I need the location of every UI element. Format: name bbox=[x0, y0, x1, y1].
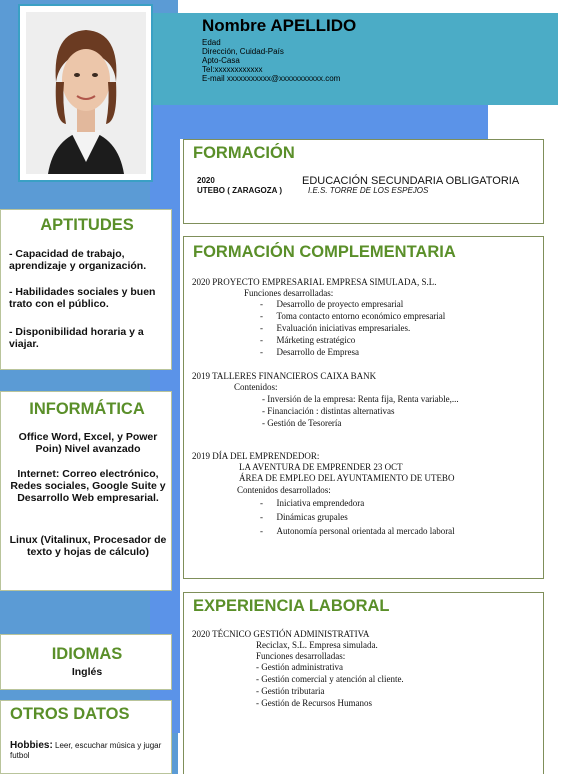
complementaria-title: FORMACIÓN COMPLEMENTARIA bbox=[193, 243, 456, 261]
formacion-section bbox=[183, 139, 544, 224]
course-item-text: Autonomía personal orientada al mercado laboral bbox=[276, 526, 455, 536]
course-item-text: Desarrollo de proyecto empresarial bbox=[276, 299, 404, 309]
course-item: - Autonomía personal orientada al mercado laboral bbox=[260, 526, 455, 536]
course-subheading: Funciones desarrolladas: bbox=[244, 288, 334, 298]
course-heading: 2019 TALLERES FINANCIEROS CAIXA BANK bbox=[192, 371, 377, 381]
aptitude-item: - Habilidades sociales y buen trato con el público. bbox=[9, 286, 156, 310]
course-item-text: Desarrollo de Empresa bbox=[276, 347, 359, 357]
course-item: - Márketing estratégico bbox=[260, 335, 356, 345]
course-item: - Toma contacto entorno económico empresarial bbox=[260, 311, 446, 321]
idiomas-title: IDIOMAS bbox=[51, 645, 123, 663]
course-subheading: ÁREA DE EMPLEO DEL AYUNTAMIENTO DE UTEBO bbox=[239, 473, 455, 483]
header-address: Dirección, Cuidad-País bbox=[202, 47, 284, 56]
course-item: - Dinámicas grupales bbox=[260, 512, 348, 522]
hobbies-label: Hobbies: bbox=[10, 740, 53, 751]
informatica-title: INFORMÁTICA bbox=[29, 400, 145, 418]
job-item: - Gestión tributaria bbox=[256, 686, 325, 696]
course-item-text: Evaluación iniciativas empresariales. bbox=[276, 323, 411, 333]
formacion-year: 2020 bbox=[197, 176, 215, 185]
header-phone: Tel:xxxxxxxxxxxx bbox=[202, 65, 263, 74]
job-item: - Gestión de Recursos Humanos bbox=[256, 698, 372, 708]
informatica-item: Internet: Correo electrónico, Redes sociales, Google Suite y Desarrollo Web empresarial. bbox=[10, 468, 166, 504]
header-age: Edad bbox=[202, 38, 221, 47]
formacion-degree: EDUCACIÓN SECUNDARIA OBLIGATORIA bbox=[302, 175, 520, 187]
course-item: - Iniciativa emprendedora bbox=[260, 498, 365, 508]
hobbies-value: Leer, escuchar música y jugar futbol bbox=[10, 741, 162, 760]
course-heading: 2019 DÍA DEL EMPRENDEDOR: bbox=[192, 451, 320, 461]
otros-section bbox=[0, 700, 172, 774]
experiencia-title: EXPERIENCIA LABORAL bbox=[193, 597, 390, 615]
job-heading: 2020 TÉCNICO GESTIÓN ADMINISTRATIVA bbox=[192, 629, 370, 639]
idiomas-section bbox=[0, 634, 172, 690]
complementaria-section bbox=[183, 236, 544, 579]
course-subheading: Contenidos desarrollados: bbox=[237, 485, 331, 495]
course-item: - Evaluación iniciativas empresariales. bbox=[260, 323, 411, 333]
formacion-school: I.E.S. TORRE DE LOS ESPEJOS bbox=[308, 186, 429, 195]
course-item: - Gestión de Tesorería bbox=[262, 418, 342, 428]
aptitudes-title: APTITUDES bbox=[40, 216, 134, 234]
idiomas-value: Inglés bbox=[71, 666, 103, 678]
aptitude-item: - Capacidad de trabajo, aprendizaje y organización. bbox=[9, 248, 147, 272]
aptitudes-section bbox=[0, 209, 172, 370]
hobbies-text bbox=[10, 741, 168, 761]
course-subheading: LA AVENTURA DE EMPRENDER 23 OCT bbox=[239, 462, 403, 472]
informatica-section bbox=[0, 391, 172, 591]
person-photo bbox=[26, 12, 146, 174]
blue-band bbox=[170, 105, 488, 139]
formacion-place: UTEBO ( ZARAGOZA ) bbox=[197, 186, 283, 195]
informatica-item: Office Word, Excel, y Power Poin) Nivel avanzado bbox=[18, 431, 158, 455]
course-item: - Financiación : distintas alternativas bbox=[262, 406, 395, 416]
aptitude-item: - Disponibilidad horaria y a viajar. bbox=[9, 326, 144, 350]
course-subheading: Contenidos: bbox=[234, 382, 278, 392]
photo-frame bbox=[18, 4, 153, 182]
course-item-text: Iniciativa emprendedora bbox=[276, 498, 365, 508]
informatica-item: Linux (Vitalinux, Procesador de texto y hojas de cálculo) bbox=[9, 534, 167, 558]
otros-title: OTROS DATOS bbox=[10, 705, 130, 723]
experiencia-section bbox=[183, 592, 544, 774]
course-item-text: Dinámicas grupales bbox=[276, 512, 348, 522]
person-photo-icon bbox=[26, 12, 146, 174]
job-subheading: Funciones desarrolladas: bbox=[256, 651, 346, 661]
course-item-text: Márketing estratégico bbox=[276, 335, 356, 345]
course-heading: 2020 PROYECTO EMPRESARIAL EMPRESA SIMULADA, S.L. bbox=[192, 277, 437, 287]
job-item: - Gestión administrativa bbox=[256, 662, 343, 672]
job-company: Reciclax, S.L. Empresa simulada. bbox=[256, 640, 378, 650]
formacion-title: FORMACIÓN bbox=[193, 144, 295, 162]
job-item: - Gestión comercial y atención al cliente. bbox=[256, 674, 404, 684]
course-item: - Desarrollo de proyecto empresarial bbox=[260, 299, 404, 309]
course-item: - Desarrollo de Empresa bbox=[260, 347, 359, 357]
header-apartment: Apto-Casa bbox=[202, 56, 240, 65]
course-item: - Inversión de la empresa: Renta fija, Renta variable,... bbox=[262, 394, 459, 404]
header-email: E-mail xxxxxxxxxxx@xxxxxxxxxxx.com bbox=[202, 74, 341, 83]
candidate-name: Nombre APELLIDO bbox=[202, 16, 357, 35]
course-item-text: Toma contacto entorno económico empresarial bbox=[276, 311, 446, 321]
